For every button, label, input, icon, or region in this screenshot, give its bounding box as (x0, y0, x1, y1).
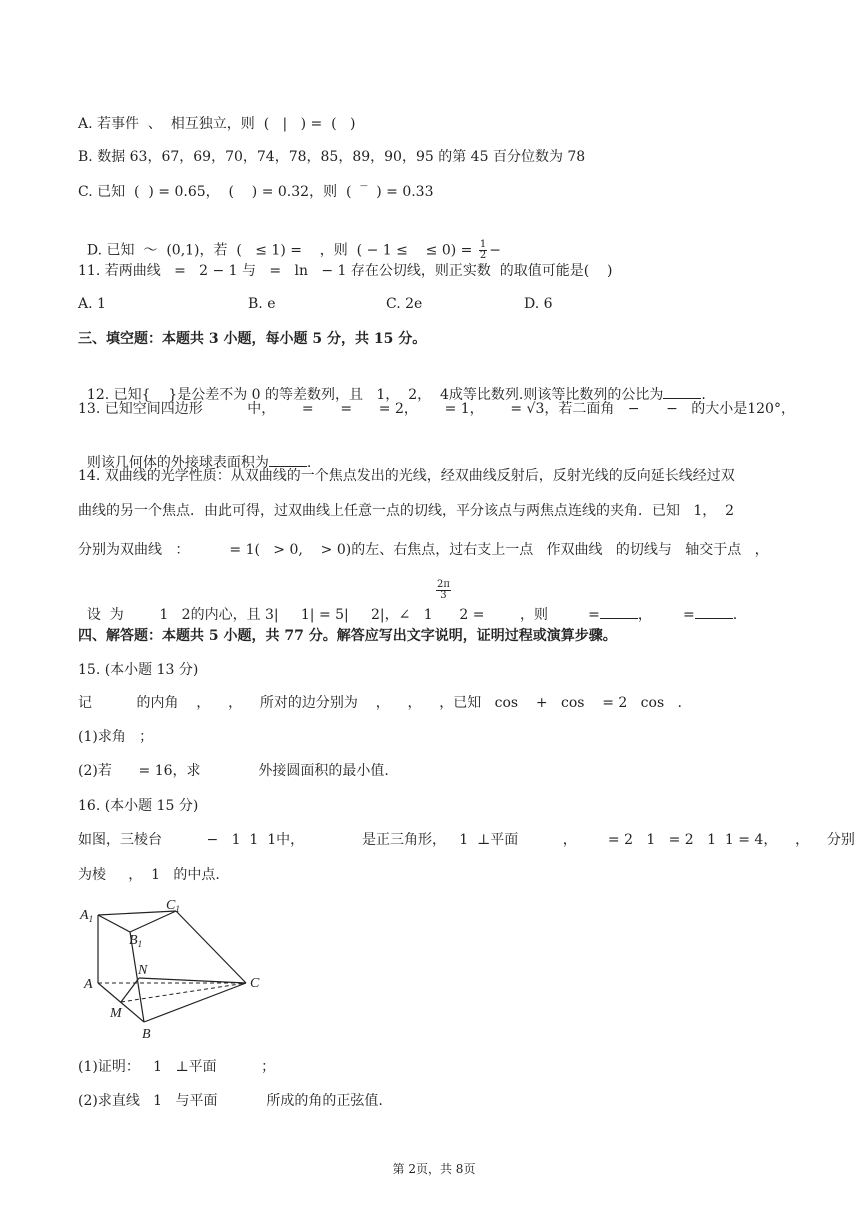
question-15-part-1: (1)求角 ； (78, 729, 154, 745)
label-c1: $C_1$ (166, 898, 180, 914)
question-13-line-2: 则该几何体的外接球表面积为 . (78, 432, 311, 473)
edge-c1-c (176, 911, 246, 983)
edge-a1-c1 (98, 911, 176, 915)
question-16-header: 16. (本小题 15 分) (78, 798, 199, 814)
question-16-text-2: 为棱 ， 1 的中点. (78, 867, 220, 883)
question-16-text-1: 如图，三棱台 − 1 1 1中， 是正三角形， 1 ⊥平面 ， = 2 1 = 2 1 1 = 4， ， 分别 (78, 832, 855, 848)
truncated-pyramid-figure (78, 895, 278, 1050)
edge-a1-b1 (98, 915, 130, 932)
edge-b1-c1 (130, 911, 176, 932)
question-11-choice-d: D. 6 (524, 296, 553, 312)
label-a1: $A_1$ (80, 908, 94, 924)
question-15-header: 15. (本小题 13 分) (78, 662, 199, 678)
question-15-text: 记 的内角 ， ， 所对的边分别为 ， ， ，已知 cos + cos = 2 cos . (78, 695, 682, 711)
question-11-choice-b: B. e (248, 296, 276, 312)
answer-blank (600, 604, 638, 619)
question-11-choice-a: A. 1 (78, 296, 106, 312)
option-d-tail: − (489, 242, 501, 259)
question-14-line-2: 曲线的另一个焦点．由此可得，过双曲线上任意一点的切线，平分该点与两焦点连线的夹角．已知 1， 2 (78, 503, 735, 519)
question-11-choice-c: C. 2e (386, 296, 423, 312)
label-c: C (250, 976, 260, 991)
question-15-part-2: (2)若 = 16，求 外接圆面积的最小值. (78, 763, 389, 779)
question-14-line-1: 14. 双曲线的光学性质：从双曲线的一个焦点发出的光线，经双曲线反射后，反射光线的反向延长线经过双 (78, 468, 735, 484)
answer-blank (269, 452, 307, 467)
fraction-one-half: $\frac{1}{2}$ (479, 239, 487, 261)
edge-m-n (121, 978, 139, 1002)
section-4-heading: 四、解答题：本题共 5 小题，共 77 分。解答应写出文字说明，证明过程或演算步骤。 (78, 628, 617, 644)
question-14-line-3: 分别为双曲线 ： = 1( > 0, > 0)的左、右焦点，过右支上一点 作双曲线 的切线与 轴交于点 ， (78, 542, 769, 558)
question-13-line-1: 13. 已知空间四边形 中， = = = 2， = 1， = √3，若二面角 − − 的大小是120°， (78, 401, 795, 417)
edge-b-c (144, 983, 246, 1022)
question-14-line-4: 设 为 1 2的内心，且 3| 1| = 5| 2|，∠ 1 2 = ，则 = ， = . (78, 584, 737, 625)
option-a: A. 若事件 、 相互独立，则 ( | ) = ( ) (78, 116, 356, 132)
page-footer: 第 2页，共 8页 (392, 1162, 476, 1176)
question-16-part-1: (1)证明： 1 ⊥平面 ； (78, 1059, 276, 1075)
question-12: 12. 已知{ }是公差不为 0 的等差数列，且 1， 2， 4成等比数列.则该等比数列的公比为 . (78, 364, 706, 405)
question-11: 11. 若两曲线 = 2 − 1 与 = ln − 1 存在公切线，则正实数 的取值可能是( ) (78, 263, 613, 279)
section-3-heading: 三、填空题：本题共 3 小题，每小题 5 分，共 15 分。 (78, 331, 427, 347)
option-d-text: D. 已知 ～ (0,1)，若 ( ≤ 1) = ，则 ( − 1 ≤ ≤ 0) = (86, 242, 477, 259)
option-b: B. 数据 63，67，69，70，74，78，85，89，90，95 的第 45 百分位数为 78 (78, 149, 586, 165)
label-b: B (142, 1027, 151, 1042)
label-b1: $B_1$ (129, 933, 143, 949)
label-m: M (110, 1006, 122, 1021)
label-a: A (84, 977, 93, 992)
edge-n-c (139, 978, 246, 983)
answer-blank (663, 384, 701, 399)
fraction-two-pi-over-three: $\frac{2\pi}{3}$ (437, 579, 450, 601)
question-16-part-2: (2)求直线 1 与平面 所成的角的正弦值. (78, 1093, 383, 1109)
option-c: C. 已知 ( ) = 0.65， ( ) = 0.32，则 ( ‾ ) = 0.33 (78, 184, 434, 200)
answer-blank (695, 604, 733, 619)
label-n: N (138, 963, 148, 978)
option-d (78, 220, 501, 261)
